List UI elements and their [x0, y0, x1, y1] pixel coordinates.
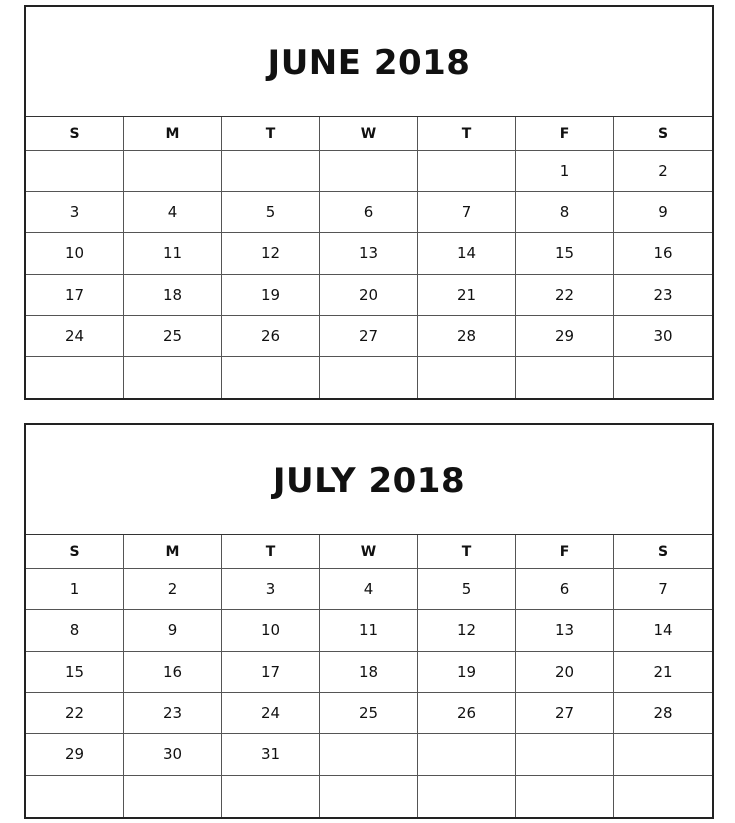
day-cell: 11 [320, 610, 418, 651]
day-cell: 13 [516, 610, 614, 651]
empty-day-cell [320, 357, 418, 398]
empty-day-cell [222, 776, 320, 817]
day-cell: 23 [614, 275, 712, 316]
day-cell: 1 [26, 569, 124, 610]
day-cell: 20 [516, 652, 614, 693]
empty-day-cell [320, 776, 418, 817]
day-cell: 18 [124, 275, 222, 316]
month-title-area [26, 7, 712, 117]
month-title-area [26, 425, 712, 535]
day-cell: 1 [516, 151, 614, 192]
day-cell: 27 [516, 693, 614, 734]
empty-day-cell [124, 776, 222, 817]
empty-day-cell [516, 357, 614, 398]
day-cell: 5 [418, 569, 516, 610]
day-cell: 4 [320, 569, 418, 610]
day-cell: 10 [222, 610, 320, 651]
day-cell: 12 [222, 233, 320, 274]
day-cell: 25 [320, 693, 418, 734]
day-cell: 17 [222, 652, 320, 693]
day-cell: 23 [124, 693, 222, 734]
weekday-header: F [516, 117, 614, 151]
day-cell: 27 [320, 316, 418, 357]
day-cell: 26 [418, 693, 516, 734]
day-cell: 19 [222, 275, 320, 316]
day-cell: 28 [418, 316, 516, 357]
weekday-header: S [26, 535, 124, 569]
empty-day-cell [26, 357, 124, 398]
day-cell: 9 [124, 610, 222, 651]
day-cell: 24 [26, 316, 124, 357]
empty-day-cell [516, 734, 614, 775]
day-cell: 7 [614, 569, 712, 610]
empty-day-cell [614, 357, 712, 398]
weekday-header: S [26, 117, 124, 151]
empty-day-cell [614, 734, 712, 775]
empty-day-cell [124, 357, 222, 398]
day-cell: 3 [222, 569, 320, 610]
day-cell: 18 [320, 652, 418, 693]
calendar-july [24, 423, 714, 819]
empty-day-cell [320, 151, 418, 192]
day-cell: 16 [124, 652, 222, 693]
day-cell: 9 [614, 192, 712, 233]
day-cell: 2 [614, 151, 712, 192]
day-cell: 22 [26, 693, 124, 734]
empty-day-cell [516, 776, 614, 817]
day-cell: 8 [516, 192, 614, 233]
weekday-header: M [124, 535, 222, 569]
day-cell: 4 [124, 192, 222, 233]
day-cell: 15 [516, 233, 614, 274]
calendar-grid [26, 535, 712, 817]
empty-day-cell [320, 734, 418, 775]
day-cell: 12 [418, 610, 516, 651]
day-cell: 29 [26, 734, 124, 775]
calendar-june [24, 5, 714, 400]
day-cell: 14 [614, 610, 712, 651]
day-cell: 17 [26, 275, 124, 316]
empty-day-cell [418, 151, 516, 192]
day-cell: 2 [124, 569, 222, 610]
day-cell: 7 [418, 192, 516, 233]
weekday-header: S [614, 535, 712, 569]
month-title: JULY 2018 [272, 460, 466, 501]
day-cell: 6 [516, 569, 614, 610]
day-cell: 8 [26, 610, 124, 651]
day-cell: 15 [26, 652, 124, 693]
empty-day-cell [222, 357, 320, 398]
day-cell: 28 [614, 693, 712, 734]
empty-day-cell [26, 151, 124, 192]
weekday-header: W [320, 535, 418, 569]
day-cell: 30 [124, 734, 222, 775]
day-cell: 22 [516, 275, 614, 316]
day-cell: 20 [320, 275, 418, 316]
calendar-grid [26, 117, 712, 398]
day-cell: 16 [614, 233, 712, 274]
day-cell: 13 [320, 233, 418, 274]
day-cell: 26 [222, 316, 320, 357]
weekday-header: T [222, 535, 320, 569]
day-cell: 24 [222, 693, 320, 734]
day-cell: 14 [418, 233, 516, 274]
empty-day-cell [222, 151, 320, 192]
day-cell: 3 [26, 192, 124, 233]
empty-day-cell [418, 776, 516, 817]
empty-day-cell [124, 151, 222, 192]
weekday-header: T [418, 535, 516, 569]
day-cell: 29 [516, 316, 614, 357]
weekday-header: F [516, 535, 614, 569]
month-title: JUNE 2018 [267, 42, 471, 83]
day-cell: 21 [418, 275, 516, 316]
weekday-header: W [320, 117, 418, 151]
day-cell: 11 [124, 233, 222, 274]
day-cell: 21 [614, 652, 712, 693]
day-cell: 10 [26, 233, 124, 274]
weekday-header: M [124, 117, 222, 151]
empty-day-cell [418, 357, 516, 398]
day-cell: 19 [418, 652, 516, 693]
day-cell: 6 [320, 192, 418, 233]
weekday-header: S [614, 117, 712, 151]
weekday-header: T [418, 117, 516, 151]
day-cell: 5 [222, 192, 320, 233]
empty-day-cell [614, 776, 712, 817]
weekday-header: T [222, 117, 320, 151]
empty-day-cell [26, 776, 124, 817]
day-cell: 31 [222, 734, 320, 775]
empty-day-cell [418, 734, 516, 775]
day-cell: 25 [124, 316, 222, 357]
day-cell: 30 [614, 316, 712, 357]
